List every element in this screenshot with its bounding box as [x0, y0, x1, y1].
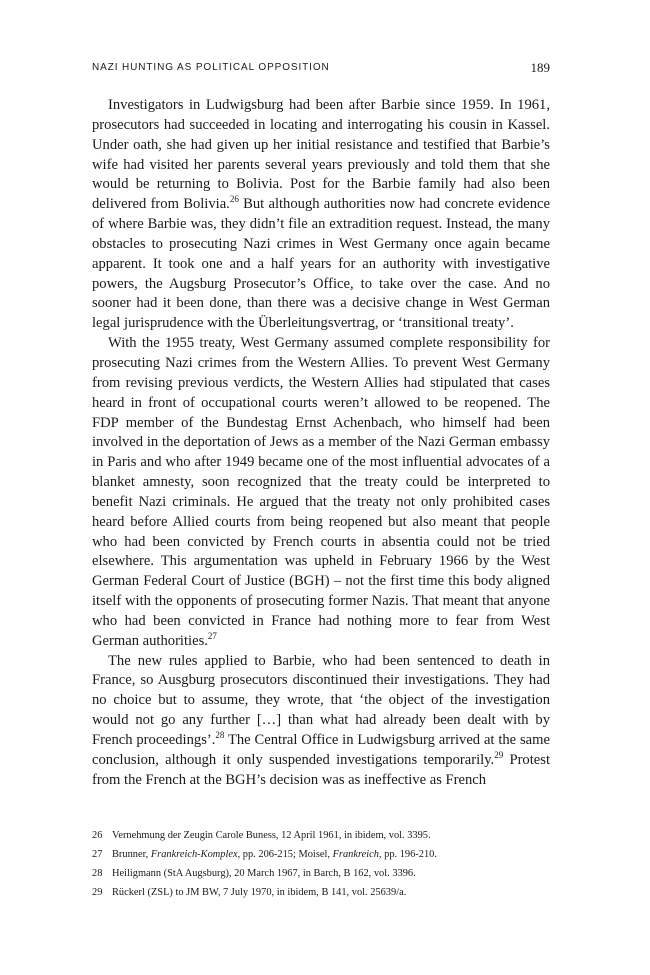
body-text [92, 96, 550, 791]
footnote-ref-28: 28 [215, 730, 225, 741]
footnotes [92, 826, 562, 902]
footnote-29: 29 Rückerl (ZSL) to JM BW, 7 July 1970, in ibidem, B 141, vol. 25639/a. [92, 887, 407, 898]
running-head: NAZI HUNTING AS POLITICAL OPPOSITION [92, 62, 330, 73]
paragraph-2: With the 1955 treaty, West Germany assumed complete responsibility for prosecuting Nazi crimes from the Western Allies. To prevent West Germany from revising previous verdicts, the Western Allies had stipulated that cases heard in front of occupational courts weren’t allowed to be reopened. The FDP member of the Bundestag Ernst Achenbach, who himself had been involved in the deportation of Jews as a member of the Nazi German embassy in Paris and who after 1949 became one of the most influential advocates of a blanket amnesty, soon recognized that the treaty could be interpreted to benefit Nazi criminals. He argued that the treaty not only prohibited cases heard before Allied courts from being reopened but also meant that people who had been convicted by French courts in absentia could not be tried elsewhere. This argumentation was upheld in February 1966 by the West German Federal Court of Justice (BGH) – not the first time this body aligned itself with the opponents of prosecuting former Nazis. That meant that anyone who had been convicted in France had nothing more to fear from West German authorities.$^{27}$ [92, 335, 550, 649]
page-number: 189 [530, 60, 550, 75]
page-header [92, 62, 550, 78]
paragraph-3: The new rules applied to Barbie, who had been sentenced to death in France, so Ausgburg prosecutors discontinued their investigations. They had no choice but to assume, they wrote, that ‘the object of the investigation would not go any further […] than what had already been dealt with by French proceedings’.$^{28}$ The Central Office in Ludwigsburg arrived at the same conclusion, although it only suspended investigations temporarily.$^{29}$ Protest from the French at the BGH’s decision was as ineffective as French [92, 652, 550, 788]
footnote-27: 27 Brunner, Frankreich-Komplex, pp. 206-215; Moisel, Frankreich, pp. 196-210. [92, 849, 437, 860]
footnote-ref-29: 29 [494, 749, 504, 760]
paragraph-1: Investigators in Ludwigsburg had been after Barbie since 1959. In 1961, prosecutors had succeeded in locating and interrogating his cousin in Kassel. Under oath, she had given up her initial resistance and testified that Barbie’s wife had visited her parents several years previously and told them that she would be returning to Bolivia. Post for the Barbie family had also been delivered from Bolivia.$^{26}$ But although authorities now had concrete evidence of where Barbie was, they didn’t file an extradition request. Instead, the many obstacles to prosecuting Nazi crimes in West Germany once again became apparent. It took one and a half years for an authority with investigative powers, the Augsburg Prosecutor’s Office, to take over the case. And no sooner had it been done, than there was a decisive change in West German legal jurisprudence with the Überleitungsvertrag, or ‘transitional treaty’. [92, 97, 550, 332]
footnote-28: 28 Heiligmann (StA Augsburg), 20 March 1967, in Barch, B 162, vol. 3396. [92, 868, 416, 879]
footnote-ref-27: 27 [207, 630, 217, 641]
footnote-26: 26 Vernehmung der Zeugin Carole Buness, 12 April 1961, in ibidem, vol. 3395. [92, 830, 431, 841]
footnote-ref-26: 26 [229, 194, 239, 205]
